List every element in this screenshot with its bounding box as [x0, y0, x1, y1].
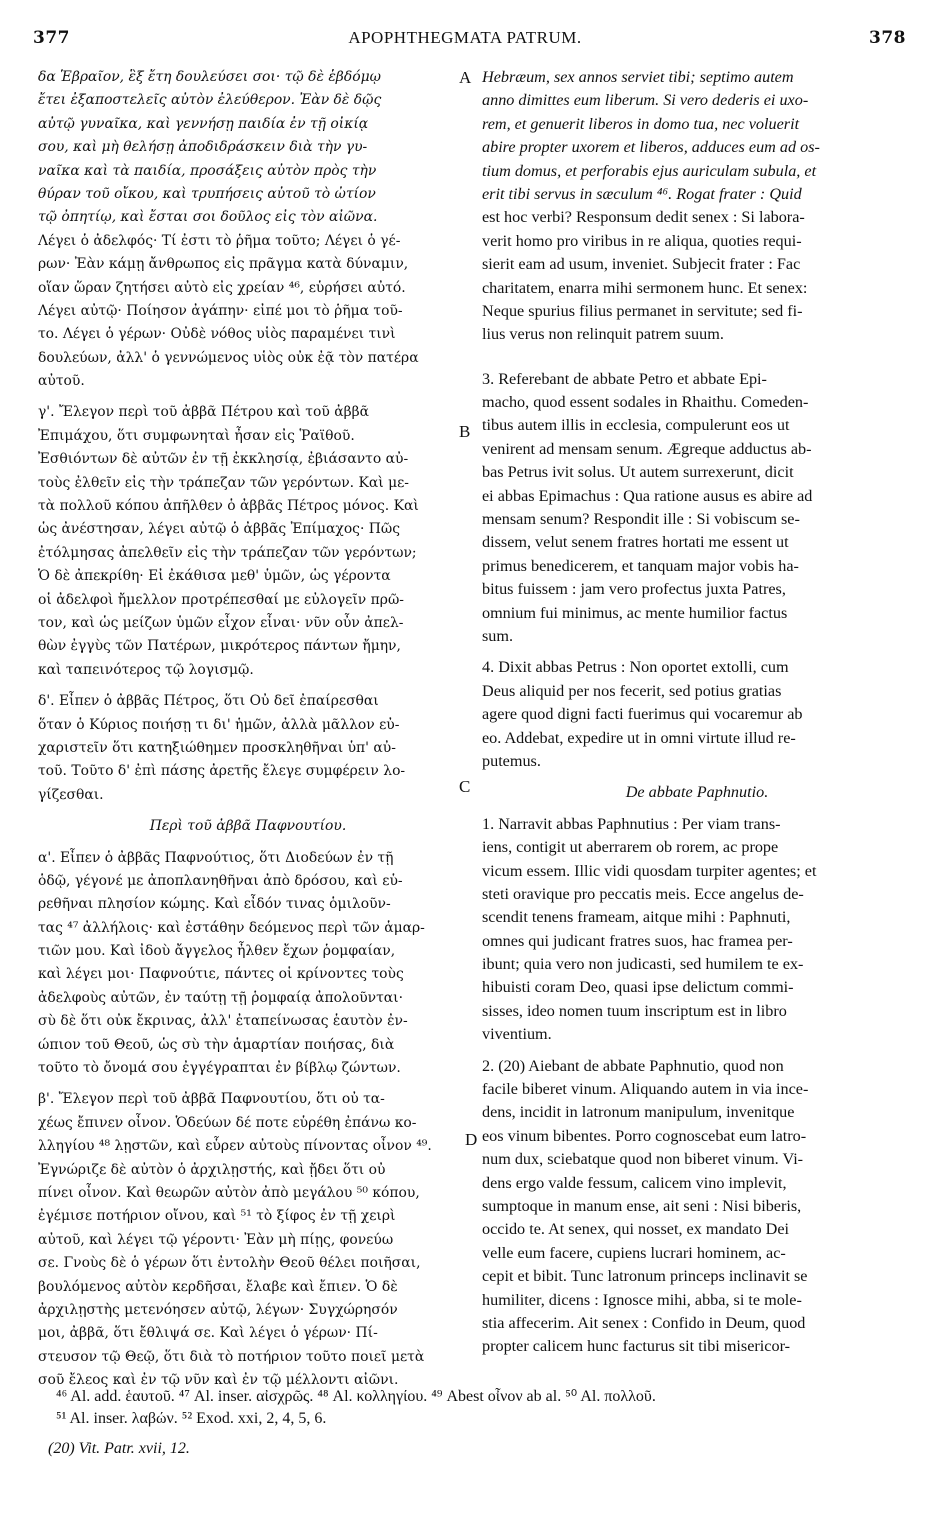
latin-text-line: hibuisti coram Deo, quasi ipse delictum commi- [482, 978, 794, 997]
latin-column [482, 66, 912, 1359]
greek-text-line: ρων· Ἐὰν κάμῃ ἄνθρωπος εἰς πρᾶγμα κατὰ δύναμιν, [38, 256, 409, 273]
latin-text-line: iens, contigit ut aberrarem ob rorem, ac prope [482, 838, 779, 857]
greek-text-line: καὶ ταπεινότερος τῷ λογισμῷ. [38, 661, 254, 678]
latin-text-line: eo. Addebat, expedire ut in omni virtute illud re- [482, 728, 796, 747]
latin-text-line: velle eum facere, cupiens lucrari hominem, ac- [482, 1243, 786, 1262]
running-title: APOPHTHEGMATA PATRUM. [348, 28, 582, 47]
paragraph-gap [38, 682, 458, 690]
latin-text-line: num dux, sciebatque quod non biberet vinum. Vi- [482, 1150, 804, 1169]
latin-text-line: scendit tenens frameam, aitque mihi : Paphnuti, [482, 908, 791, 927]
latin-text-line: occido te. At senex, qui nosset, ex mandato Dei [482, 1220, 790, 1239]
latin-text-line: verit homo pro viribus in re aliqua, quoties requi- [482, 231, 802, 250]
footnote-line-1: ⁴⁶ Al. add. ἑαυτοῦ. ⁴⁷ Al. inser. αἰσχρῶς. ⁴⁸ Al. κολληγίου. ⁴⁹ Abest οἶνον ab al. ⁵⁰ Al. πολλοῦ. [56, 1388, 656, 1405]
greek-text-line: θύραν τοῦ οἴκου, καὶ τρυπήσεις αὐτοῦ τὸ ὠτίον [38, 185, 376, 202]
left-page-number: 377 [33, 28, 70, 48]
greek-text-line: ἔτει ἐξαποστελεῖς αὐτὸν ἐλεύθερον. Ἐὰν δὲ δῷς [38, 92, 382, 109]
greek-text-line: Ἐσθιόντων δὲ αὐτῶν ἐν τῇ ἐκκλησίᾳ, ἐβιάσαντο αὐ- [38, 451, 409, 468]
latin-text-line: bitus fuissem : jam vero profectus juxta Patres, [482, 580, 786, 599]
paragraph-gap [482, 805, 912, 813]
latin-text-line: mensam senum? Respondit ille : Si vobiscum se- [482, 510, 800, 529]
latin-text-line: omnes qui judicant fratres suos, hac framea per- [482, 931, 793, 950]
latin-text-line: omnium fui minimus, ac mente humilior factus [482, 603, 788, 622]
latin-text-line: ei abbas Epimachus : Qua ratione ausus es abire ad [482, 486, 813, 505]
greek-text-line: δα Ἑβραῖον, ἓξ ἔτη δουλεύσει σοι· τῷ δὲ ἑβδόμῳ [38, 69, 381, 85]
latin-text-line: charitatem, enarra mihi sermonem hunc. Et senex: [482, 278, 808, 297]
greek-text-line: θὼν ἐγγὺς τῶν Πατέρων, μικρότερος πάντων ἤμην, [38, 638, 401, 655]
greek-text-line: χέως ἔπινεν οἶνον. Ὁδεύων δέ ποτε εὑρέθη ἐπάνω κο- [38, 1114, 417, 1131]
greek-text-line: οἱ ἀδελφοὶ ἤμελλον προτρέπεσθαί με εὐλογεῖν πρῶ- [38, 591, 404, 608]
greek-text-line: ἀρχιλῃστὴς μετενόησεν αὐτῷ, λέγων· Συγχώρησόν [38, 1301, 398, 1318]
margin-letter-d: D [465, 1130, 478, 1149]
latin-text-line: 2. (20) Aiebant de abbate Paphnutio, quod non [482, 1056, 784, 1075]
greek-text-line: λληγίου ⁴⁸ λῃστῶν, καὶ εὗρεν αὐτοὺς πίνοντας οἶνον ⁴⁹. [38, 1138, 432, 1155]
latin-text-line: dens, incidit in latronum manipulum, invenitque [482, 1103, 795, 1122]
latin-text-line: 1. Narravit abbas Paphnutius : Per viam trans- [482, 814, 781, 833]
paragraph-gap [38, 393, 458, 401]
greek-text-line: μοι, ἀββᾶ, ὅτι ἔθλιψά σε. Καὶ λέγει ὁ γέρων· Πί- [38, 1325, 378, 1342]
latin-text-line: 4. Dixit abbas Petrus : Non oportet extolli, cum [482, 658, 789, 677]
greek-text-line: β'. Ἔλεγον περὶ τοῦ ἀββᾶ Παφνουτίου, ὅτι οὐ τα- [38, 1091, 385, 1108]
latin-text-line: anno dimittes eum liberum. Si vero dederis ei uxo- [482, 91, 809, 110]
latin-text-line: lius verus non relinquit patrem suum. [482, 325, 724, 344]
greek-text-line: σοῦ ἔλεος καὶ ἐν τῷ νῦν καὶ ἐν τῷ μέλλοντι αἰῶνι. [38, 1372, 399, 1389]
greek-text-line: ἀδελφοὺς αὐτῶν, ἐν ταύτῃ τῇ ῥομφαίᾳ ἀπολοῦνται· [38, 989, 404, 1006]
latin-text-line: putemus. [482, 751, 541, 770]
latin-text-line: humiliter, dicens : Ignosce mihi, abba, si te mole- [482, 1290, 802, 1309]
greek-text-line: Ἐγνώριζε δὲ αὐτὸν ὁ ἀρχιλῃστής, καὶ ᾔδει ὅτι οὐ [38, 1161, 386, 1178]
greek-text-line: πίνει οἶνον. Καὶ θεωρῶν αὐτὸν ἀπὸ μεγάλου ⁵⁰ κόπου, [38, 1184, 420, 1201]
latin-text-line: rem, et genuerit liberos in domo tua, nec voluerit [482, 114, 800, 133]
latin-text-line: 3. Referebant de abbate Petro et abbate Epi- [482, 369, 767, 388]
margin-letter-b: B [459, 422, 471, 441]
latin-text-line: venirent ad mensam senum. Ægreque adductus ab- [482, 439, 812, 458]
latin-text-line: cepit et bibit. Tunc latronum princeps inclinavit se [482, 1267, 808, 1286]
latin-text-line: sisses, ideo nomen tuum inscriptum est in libro [482, 1001, 787, 1020]
greek-text-line: αὐτοῦ. [38, 373, 85, 390]
latin-section-heading: De abbate Paphnutio. [625, 783, 769, 802]
greek-text-line: Ὁ δὲ ἀπεκρίθη· Εἰ ἐκάθισα μεθ' ὑμῶν, ὡς γέροντα [38, 568, 391, 585]
greek-text-line: δουλεύων, ἀλλ' ὁ γεννώμενος υἱὸς οὐκ ἐᾷ τὸν πατέρα [38, 349, 419, 366]
latin-text-line: erit tibi servus in sæculum ⁴⁶. Rogat frater : Quid [482, 184, 802, 203]
margin-letter-c: C [459, 777, 471, 796]
greek-text-line: Λέγει ὁ ἀδελφός· Τί ἐστι τὸ ῥῆμα τοῦτο; Λέγει ὁ γέ- [38, 232, 401, 249]
latin-text-line: stia affecerim. Ait senex : Confido in Deum, quod [482, 1313, 806, 1332]
greek-text-line: ώπιον τοῦ Θεοῦ, ὡς σὺ τὴν ἁμαρτίαν ποιήσας, διὰ [38, 1036, 395, 1053]
greek-text-line: σὺ δὲ ὅτι οὐκ ἔκρινας, ἀλλ' ἐταπείνωσας ἑαυτὸν ἐν- [38, 1013, 408, 1030]
latin-text-line: tium domus, et perforabis ejus auriculam subula, et [482, 161, 817, 180]
latin-text-line: bas Petrus ivit solus. Ut autem surrexerunt, dicit [482, 463, 794, 482]
greek-text-line: ἐγέμισε ποτήριον οἴνου, καὶ ⁵¹ τὸ ξίφος ἐν τῇ χειρὶ [38, 1208, 396, 1225]
greek-text-line: Ἐπιμάχου, ὅτι συμφωνηταὶ ἦσαν εἰς Ῥαϊθοῦ. [38, 427, 355, 444]
source-note: (20) Vit. Patr. xvii, 12. [48, 1440, 190, 1457]
latin-text-line: agere quod digni facti fuerimus qui vocaremur ab [482, 705, 803, 724]
latin-text-line: Hebræum, sex annos serviet tibi; septimo autem [482, 68, 794, 86]
greek-text-line: βουλόμενος αὐτὸν κερδῆσαι, ἔλαβε καὶ ἔπιεν. Ὁ δὲ [38, 1278, 398, 1295]
latin-text-line: propter calicem hunc facturus sit tibi misericor- [482, 1337, 791, 1356]
latin-text-line: macho, quod essent sodales in Rhaithu. Comeden- [482, 393, 809, 412]
greek-text-line: χαριστεῖν ὅτι κατηξιώθημεν προσκληθῆναι ὑπ' αὐ- [38, 739, 396, 756]
greek-text-line: το. Λέγει ὁ γέρων· Οὐδὲ νόθος υἱὸς παραμένει τινὶ [38, 326, 396, 343]
latin-text-line: facile biberet vinum. Aliquando autem in via ince- [482, 1080, 809, 1099]
latin-text-line: eos vinum bibentes. Porro cognoscebat eum latro- [482, 1126, 807, 1145]
greek-text-line: α'. Εἶπεν ὁ ἀββᾶς Παφνούτιος, ὅτι Διοδεύων ἐν τῇ [38, 849, 394, 866]
greek-text-line: ὡς ἀνέστησαν, λέγει αὐτῷ ὁ ἀββᾶς Ἐπίμαχος· Πῶς [38, 521, 401, 538]
greek-text-line: τῷ ὀπητίῳ, καὶ ἔσται σοι δοῦλος εἰς τὸν αἰῶνα. [38, 209, 378, 226]
greek-text-line: αὐτοῦ, καὶ λέγει τῷ γέροντι· Ἐὰν μὴ πίῃς, φονεύω [38, 1231, 394, 1248]
greek-text-line: Λέγει αὐτῷ· Ποίησον ἀγάπην· εἰπέ μοι τὸ ῥῆμα τοῦ- [38, 302, 403, 319]
greek-text-line: σου, καὶ μὴ θελήσῃ ἀποδιδράσκειν διὰ τὴν γυ- [38, 139, 368, 156]
latin-text-line: abire propter uxorem et liberos, adduces eum ad os- [482, 138, 820, 157]
greek-section-heading: Περὶ τοῦ ἀββᾶ Παφνουτίου. [149, 818, 347, 835]
paragraph-gap [38, 839, 458, 847]
greek-text-line: γ'. Ἔλεγον περὶ τοῦ ἀββᾶ Πέτρου καὶ τοῦ ἀββᾶ [38, 404, 370, 421]
greek-text-line: τας ⁴⁷ ἀλλήλοις· καὶ ἐστάθην δεόμενος περὶ τῶν ἁμαρ- [38, 919, 425, 936]
latin-text-line: vicum essem. Illic vidi quosdam turpiter agentes; et [482, 861, 817, 880]
greek-text-line: τον, καὶ ὡς μείζων ὑμῶν εἶχον εἶναι· νῦν οὖν ἀπελ- [38, 614, 404, 631]
latin-text-line: steti oravique pro peccatis meis. Ecce angelus de- [482, 884, 804, 903]
latin-text-line: viventium. [482, 1025, 552, 1044]
greek-text-line: τοῦ. Τοῦτο δ' ἐπὶ πάσης ἀρετῆς ἔλεγε συμφέρειν λο- [38, 763, 406, 780]
greek-text-line: τοῦτο τὸ ὄνομά σου ἐγγέγραπται ἐν βίβλῳ ζώντων. [38, 1060, 401, 1077]
margin-letter-a: A [459, 68, 472, 87]
paragraph-gap [482, 648, 912, 656]
greek-text-line: ὁδῷ, γέγονέ με ἀποπλανηθῆναι ἀπὸ δρόσου, καὶ εὑ- [38, 872, 403, 889]
greek-text-line: δ'. Εἶπεν ὁ ἀββᾶς Πέτρος, ὅτι Οὐ δεῖ ἐπαίρεσθαι [38, 693, 379, 710]
latin-text-line: sumptoque in manum ense, ait seni : Nisi biberis, [482, 1196, 802, 1215]
latin-text-line: sum. [482, 626, 514, 645]
footnote-line-2: ⁵¹ Al. inser. λαβών. ⁵² Exod. xxi, 2, 4, 5, 6. [56, 1410, 327, 1427]
greek-text-line: ναῖκα καὶ τὰ παιδία, προσάξεις αὐτὸν πρὸς τὴν [38, 162, 377, 179]
greek-text-line: σε. Γνοὺς δὲ ὁ γέρων ὅτι ἐντολὴν Θεοῦ θέλει ποιῆσαι, [38, 1255, 421, 1272]
greek-column [38, 66, 458, 1392]
latin-text-line: sierit eam ad usum, inveniet. Subjecit frater : Fac [482, 255, 801, 274]
paragraph-gap [482, 1047, 912, 1055]
paragraph-gap [38, 1080, 458, 1088]
latin-text-line: dissem, velut senem fratres hortati me essent ut [482, 533, 789, 552]
latin-text-line: tibus autem illis in ecclesia, compulerunt eos ut [482, 416, 790, 435]
latin-text-line: primus benedicerem, et tanquam major vobis ha- [482, 556, 799, 575]
latin-text-line: Deus aliquid per nos fecerit, sed potius gratias [482, 681, 782, 700]
paragraph-gap [38, 807, 458, 815]
greek-text-line: τοὺς ἐλθεῖν εἰς τὴν τράπεζαν τῶν γερόντων. Καὶ με- [38, 474, 410, 491]
greek-text-line: ἐτόλμησας ἀπελθεῖν εἰς τὴν τράπεζαν τῶν γερόντων; [38, 544, 417, 561]
paragraph-gap [482, 773, 912, 781]
greek-text-line: οἵαν ὥραν ζητήσει αὐτὸ εἰς χρείαν ⁴⁶, εὑρήσει αὐτό. [38, 279, 406, 296]
greek-text-line: αὐτῷ γυναῖκα, καὶ γεννήσῃ παιδία ἐν τῇ οἰκίᾳ [38, 115, 369, 132]
greek-text-line: στευσον τῷ Θεῷ, ὅτι διὰ τὸ ποτήριον τοῦτο ποιεῖ μετὰ [38, 1348, 425, 1365]
greek-text-line: καὶ λέγει μοι· Παφνούτιε, πάντες οἱ κρίνοντες τοὺς [38, 966, 404, 983]
latin-text-line: Neque spurius filius permanet in servitute; sed fi- [482, 301, 803, 320]
greek-text-line: γίζεσθαι. [38, 786, 104, 803]
greek-text-line: τὰ πολλοῦ κόπου ἀπῆλθεν ὁ ἀββᾶς Πέτρος μόνος. Καὶ [38, 498, 419, 515]
latin-text-line: ibunt; quia vero non judicasti, sed humilem te ex- [482, 955, 804, 974]
greek-text-line: ὅταν ὁ Κύριος ποιήσῃ τι δι' ἡμῶν, ἀλλὰ μᾶλλον εὐ- [38, 716, 400, 733]
latin-text-line: est hoc verbi? Responsum dedit senex : Si labora- [482, 208, 805, 227]
right-page-number: 378 [869, 28, 906, 48]
paragraph-gap [482, 347, 912, 368]
greek-text-line: τιῶν μου. Καὶ ἰδοὺ ἄγγελος ἦλθεν ἔχων ῥομφαίαν, [38, 943, 396, 960]
latin-text-line: dens ergo valde fessum, calicem vino implevit, [482, 1173, 787, 1192]
greek-text-line: ρεθῆναι πλησίον κώμης. Καὶ εἶδόν τινας ὁμιλοῦν- [38, 896, 391, 913]
